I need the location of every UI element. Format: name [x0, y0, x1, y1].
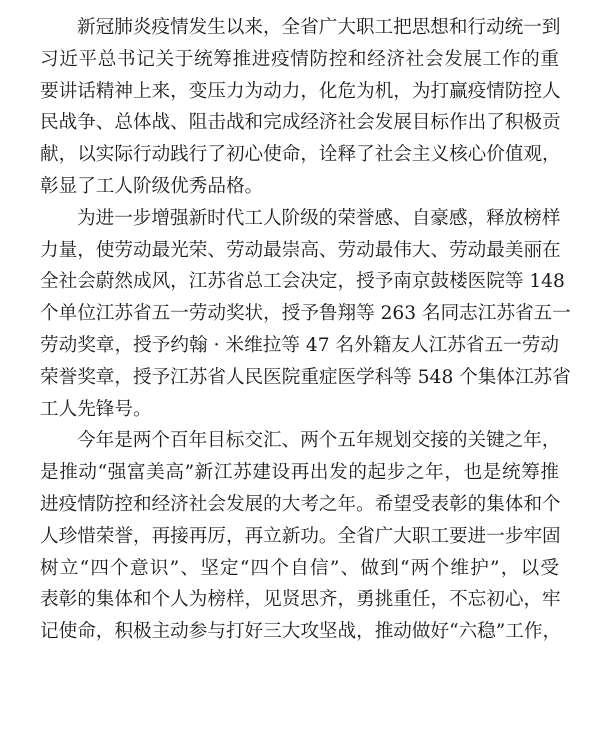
paragraph-line: 是推动“强富美高”新江苏建设再出发的起步之年，也是统筹推	[40, 462, 559, 484]
paragraph-line: 荣誉奖章，授予江苏省人民医院重症医学科等 548 个集体江苏省	[40, 366, 571, 388]
paragraph-line: 记使命，积极主动参与打好三大攻坚战，推动做好“六稳”工作，	[40, 621, 562, 643]
paragraph-line: 新冠肺炎疫情发生以来，全省广大职工把思想和行动统一到	[77, 17, 561, 38]
paragraph-line: 人珍惜荣誉，再接再厉，再立新功。全省广大职工要进一步牢固	[40, 525, 561, 547]
paragraph-line: 民战争、总体战、阻击战和完成经济社会发展目标作出了积极贡	[40, 112, 561, 134]
paragraph-line: 个单位江苏省五一劳动奖状，授予鲁翔等 263 名同志江苏省五一	[40, 303, 571, 325]
paragraph-line: 要讲话精神上来，变压力为动力，化危为机，为打赢疫情防控人	[40, 80, 561, 102]
paragraph-line: 劳动奖章，授予约翰 · 米维拉等 47 名外籍友人江苏省五一劳动	[40, 334, 559, 356]
paragraph-line: 今年是两个百年目标交汇、两个五年规划交接的关键之年，	[77, 430, 561, 452]
paragraph-line: 表彰的集体和个人为榜样，见贤思齐，勇挑重任，不忘初心，牢	[40, 589, 561, 611]
paragraph-line: 习近平总书记关于统筹推进疫情防控和经济社会发展工作的重	[40, 48, 559, 70]
paragraph-line: 进疫情防控和经济社会发展的大考之年。希望受表彰的集体和个	[40, 493, 561, 515]
paragraph-line: 工人先锋号。	[40, 398, 152, 420]
paragraph-3	[40, 425, 562, 648]
paragraph-line: 彰显了工人阶级优秀品格。	[40, 175, 264, 197]
paragraph-line: 力量，使劳动最光荣、劳动最崇高、劳动最伟大、劳动最美丽在	[40, 239, 561, 261]
paragraph-line: 全社会蔚然成风，江苏省总工会决定，授予南京鼓楼医院等 148	[40, 271, 565, 293]
paragraph-line: 树立“四个意识”、坚定“四个自信”、做到“两个维护”，以受	[40, 557, 559, 579]
paragraph-line: 献，以实际行动践行了初心使命，诠释了社会主义核心价值观，	[40, 144, 561, 166]
paragraph-2	[40, 203, 571, 426]
paragraph-line: 为进一步增强新时代工人阶级的荣誉感、自豪感，释放榜样	[77, 207, 561, 229]
paragraph-1	[40, 12, 559, 203]
